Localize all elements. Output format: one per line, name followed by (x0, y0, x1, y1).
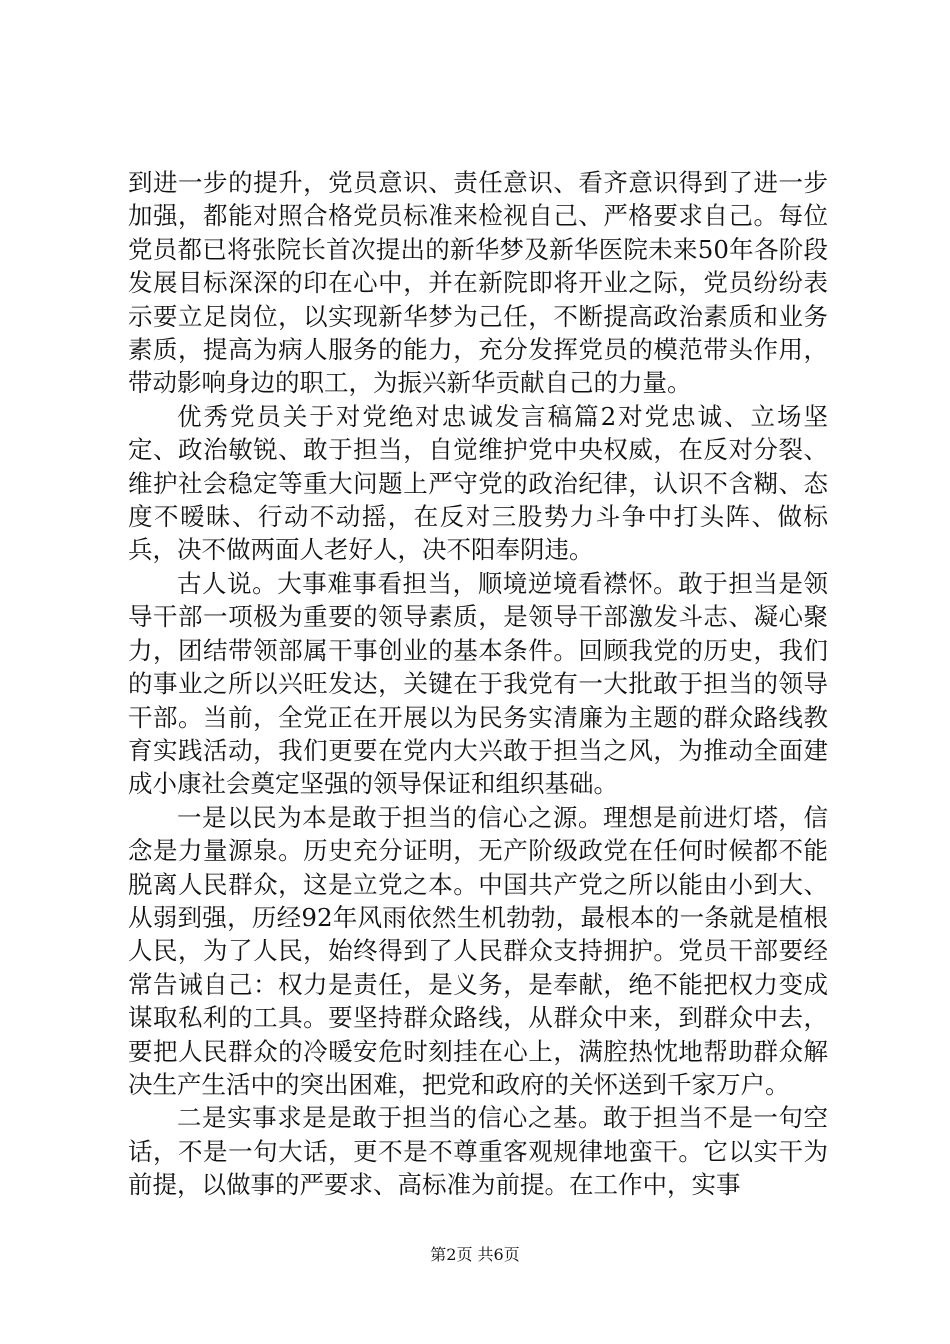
paragraph-2: 优秀党员关于对党绝对忠诚发言稿篇2对党忠诚、立场坚定、政治敏锐、敢于担当，自觉维护党中央权威，在反对分裂、维护社会稳定等重大问题上严守党的政治纪律，认识不含糊、态度不暧昧、行动不动摇，在反对三股势力斗争中打头阵、做标兵，决不做两面人老好人，决不阳奉阴违。 (128, 401, 828, 565)
paragraph-5: 二是实事求是是敢于担当的信心之基。敢于担当不是一句空话，不是一句大话，更不是不尊重客观规律地蛮干。它以实干为前提，以做事的严要求、高标准为前提。在工作中，实事 (128, 1103, 828, 1200)
document-body (128, 166, 828, 1202)
paragraph-1: 到进一步的提升，党员意识、责任意识、看齐意识得到了进一步加强，都能对照合格党员标准来检视自己、严格要求自己。每位党员都已将张院长首次提出的新华梦及新华医院未来50年各阶段发展目标深深的印在心中，并在新院即将开业之际，党员纷纷表示要立足岗位，以实现新华梦为己任，不断提高政治素质和业务素质，提高为病人服务的能力，充分发挥党员的模范带头作用，带动影响身边的职工，为振兴新华贡献自己的力量。 (128, 168, 828, 398)
page-number-footer: 第2页 共6页 (430, 1245, 520, 1264)
paragraph-3: 古人说。大事难事看担当，顺境逆境看襟怀。敢于担当是领导干部一项极为重要的领导素质，是领导干部激发斗志、凝心聚力，团结带领部属干事创业的基本条件。回顾我党的历史，我们的事业之所以兴旺发达，关键在于我党有一大批敢于担当的领导干部。当前，全党正在开展以为民务实清廉为主题的群众路线教育实践活动，我们更要在党内大兴敢于担当之风，为推动全面建成小康社会奠定坚强的领导保证和组织基础。 (128, 568, 828, 799)
paragraph-4: 一是以民为本是敢于担当的信心之源。理想是前进灯塔，信念是力量源泉。历史充分证明，无产阶级政党在任何时候都不能脱离人民群众，这是立党之本。中国共产党之所以能由小到大、从弱到强，历经92年风雨依然生机勃勃，最根本的一条就是植根人民，为了人民，始终得到了人民群众支持拥护。党员干部要经常告诫自己：权力是责任，是义务，是奉献，绝不能把权力变成谋取私利的工具。要坚持群众路线，从群众中来，到群众中去，要把人民群众的冷暖安危时刻挂在心上，满腔热忱地帮助群众解决生产生活中的突出困难，把党和政府的关怀送到千家万户。 (128, 802, 828, 1099)
